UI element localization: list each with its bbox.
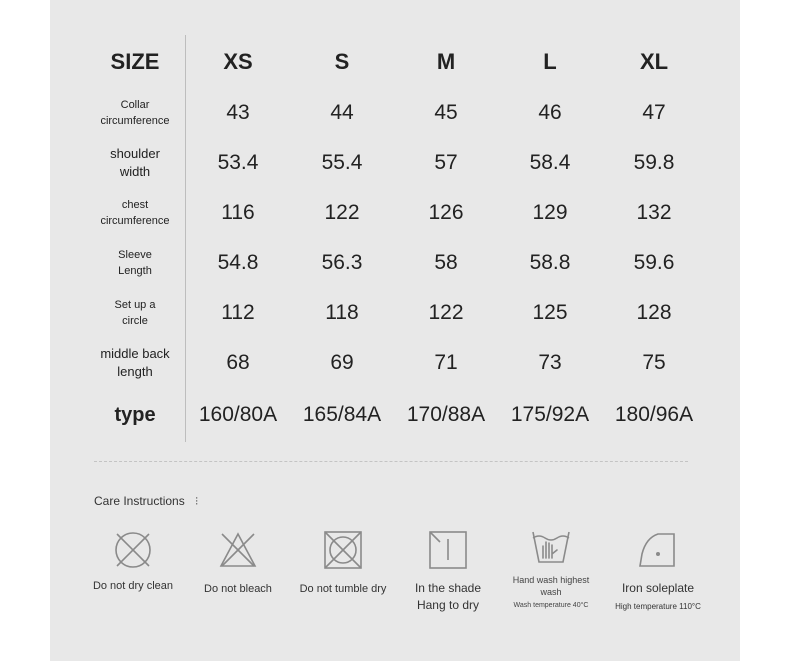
table-cell: 45 xyxy=(434,101,458,124)
table-cell: 47 xyxy=(642,101,666,124)
care-label xyxy=(603,580,713,614)
size-header-label: SIZE xyxy=(85,35,186,88)
table-cell: 165/84A xyxy=(302,403,382,426)
size-xs: XS xyxy=(223,48,253,74)
care-label xyxy=(496,574,606,612)
table-cell: 56.3 xyxy=(321,251,363,274)
size-s: S xyxy=(334,48,350,74)
row-label: type xyxy=(85,388,186,442)
table-row xyxy=(85,88,706,138)
care-label-line: Wash temperature 40°C xyxy=(513,602,589,609)
table-cell: 73 xyxy=(538,351,562,374)
row-label xyxy=(85,288,186,338)
table-cell: 170/88A xyxy=(406,403,486,426)
table-cell: 71 xyxy=(434,351,458,374)
care-label-line: In the shade xyxy=(414,581,482,595)
table-cell: 53.4 xyxy=(217,151,259,174)
care-item-no-dry-clean xyxy=(78,528,188,595)
table-cell: 180/96A xyxy=(614,403,694,426)
row-label-line: circle xyxy=(122,315,148,327)
no-dry-clean-icon xyxy=(111,528,155,572)
table-cell: 128 xyxy=(636,301,672,324)
table-cell: 58.8 xyxy=(529,251,571,274)
row-label-line: circumference xyxy=(100,215,170,227)
size-m: M xyxy=(436,48,456,74)
table-cell: 58.4 xyxy=(529,151,571,174)
care-label-line: Hand wash highest xyxy=(512,575,590,585)
table-cell: 69 xyxy=(330,351,354,374)
row-label xyxy=(85,88,186,138)
care-label-line: Iron soleplate xyxy=(621,581,695,595)
table-cell: 58 xyxy=(434,251,458,274)
table-row xyxy=(85,188,706,238)
table-cell: 54.8 xyxy=(217,251,259,274)
row-label-line: Length xyxy=(118,265,152,277)
row-label-line: middle back xyxy=(100,346,170,361)
table-cell: 55.4 xyxy=(321,151,363,174)
table-cell: 175/92A xyxy=(510,403,590,426)
row-label xyxy=(85,238,186,288)
table-cell: 122 xyxy=(324,201,360,224)
table-cell: 126 xyxy=(428,201,464,224)
care-instructions-title xyxy=(94,494,199,508)
row-label xyxy=(85,138,186,188)
care-label: Do not bleach xyxy=(204,583,272,595)
table-cell: 122 xyxy=(428,301,464,324)
care-item-no-tumble-dry xyxy=(288,528,398,598)
table-cell: 75 xyxy=(642,351,666,374)
separator-mark: ⁝ xyxy=(194,494,199,508)
row-label-line: Collar xyxy=(120,99,150,111)
table-cell: 118 xyxy=(325,301,359,324)
size-l: L xyxy=(543,48,557,74)
table-cell: 132 xyxy=(636,201,672,224)
row-label xyxy=(85,188,186,238)
table-cell: 129 xyxy=(532,201,568,224)
size-xl: XL xyxy=(639,48,669,74)
iron-icon xyxy=(634,528,682,572)
table-row xyxy=(85,138,706,188)
hand-wash-icon xyxy=(527,528,575,572)
table-row xyxy=(85,238,706,288)
table-cell: 160/80A xyxy=(198,403,278,426)
table-cell: 44 xyxy=(330,101,354,124)
table-cell: 125 xyxy=(532,301,568,324)
table-cell: 46 xyxy=(538,101,562,124)
row-label-line: Sleeve xyxy=(118,249,152,261)
shade-dry-icon xyxy=(426,528,470,572)
table-row xyxy=(85,388,706,442)
care-label: Do not dry clean xyxy=(92,580,174,592)
table-cell: 116 xyxy=(221,201,255,224)
no-tumble-dry-icon xyxy=(321,528,365,572)
table-cell: 57 xyxy=(434,151,458,174)
table-cell: 43 xyxy=(226,101,250,124)
row-label-line: circumference xyxy=(100,115,170,127)
row-label-line: length xyxy=(117,364,153,379)
care-item-no-bleach xyxy=(183,528,293,598)
table-cell: 68 xyxy=(226,351,250,374)
care-item-hand-wash xyxy=(496,528,606,612)
table-row xyxy=(85,338,706,388)
size-header-row xyxy=(85,35,706,88)
care-label-line: wash xyxy=(540,587,562,597)
section-divider xyxy=(94,461,688,462)
care-label-line: Hang to dry xyxy=(416,598,480,612)
table-cell: 59.8 xyxy=(633,151,675,174)
size-table xyxy=(85,35,706,442)
row-label-line: Set up a xyxy=(114,299,156,311)
table-cell: 59.6 xyxy=(633,251,675,274)
no-bleach-icon xyxy=(216,528,260,572)
care-label-line: High temperature 110°C xyxy=(615,602,701,611)
care-label xyxy=(393,580,503,614)
care-label: Do not tumble dry xyxy=(299,583,387,595)
row-label-line: width xyxy=(119,164,151,179)
care-title-text: Care Instructions xyxy=(94,494,185,508)
row-label-line: chest xyxy=(121,199,149,211)
care-item-shade-dry xyxy=(393,528,503,614)
care-item-iron xyxy=(603,528,713,614)
table-cell: 112 xyxy=(221,301,255,324)
row-label xyxy=(85,338,186,388)
row-label-line: shoulder xyxy=(110,146,160,161)
table-row xyxy=(85,288,706,338)
